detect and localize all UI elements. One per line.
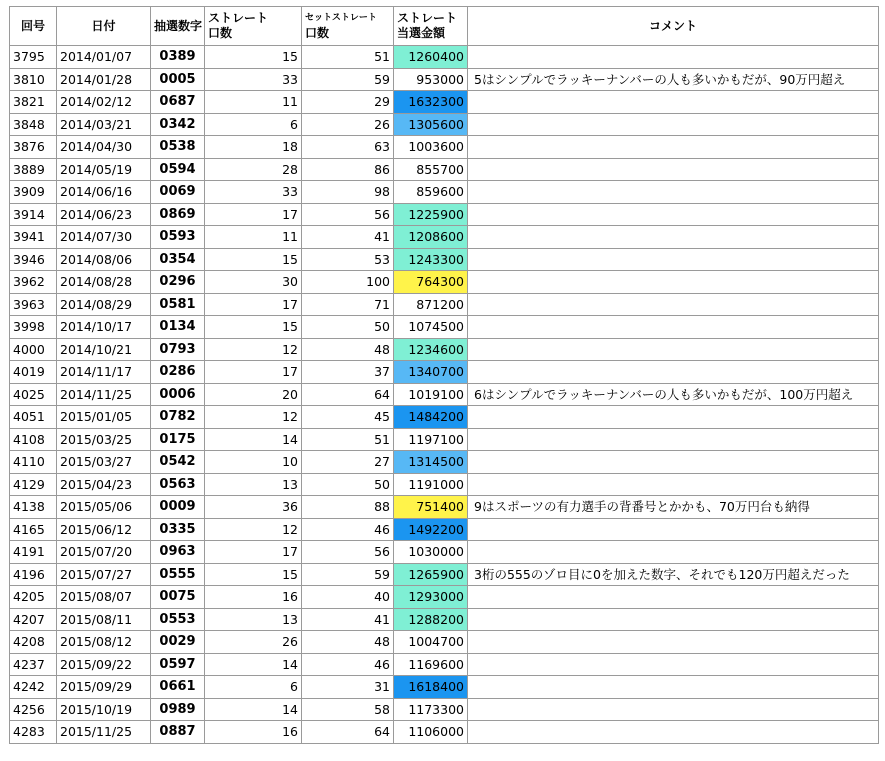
cell-straight-prize: 1030000 (394, 541, 468, 564)
table-row (10, 46, 879, 69)
table-row (10, 248, 879, 271)
cell-straight-count: 30 (205, 271, 302, 294)
cell-comment (468, 271, 879, 294)
cell-straight-prize: 1106000 (394, 721, 468, 744)
header-date: 日付 (57, 7, 151, 46)
cell-number: 0553 (151, 608, 205, 631)
table-row (10, 451, 879, 474)
cell-round: 3909 (10, 181, 57, 204)
cell-straight-prize: 871200 (394, 293, 468, 316)
results-sheet (9, 6, 878, 744)
cell-set-straight-count: 98 (302, 181, 394, 204)
cell-round: 3962 (10, 271, 57, 294)
cell-straight-prize: 1225900 (394, 203, 468, 226)
cell-comment (468, 248, 879, 271)
cell-round: 3889 (10, 158, 57, 181)
cell-comment (468, 451, 879, 474)
table-row (10, 631, 879, 654)
table-row (10, 608, 879, 631)
cell-straight-prize: 1632300 (394, 91, 468, 114)
table-row (10, 473, 879, 496)
cell-set-straight-count: 63 (302, 136, 394, 159)
header-straight-prize (394, 7, 468, 46)
cell-round: 3941 (10, 226, 57, 249)
cell-number: 0661 (151, 676, 205, 699)
cell-number: 0963 (151, 541, 205, 564)
cell-round: 4000 (10, 338, 57, 361)
table-row (10, 428, 879, 451)
cell-straight-count: 33 (205, 181, 302, 204)
cell-set-straight-count: 50 (302, 316, 394, 339)
cell-number: 0354 (151, 248, 205, 271)
cell-straight-count: 12 (205, 338, 302, 361)
cell-set-straight-count: 48 (302, 338, 394, 361)
table-row (10, 721, 879, 744)
cell-date: 2015/07/27 (57, 563, 151, 586)
cell-straight-prize: 1288200 (394, 608, 468, 631)
cell-comment (468, 428, 879, 451)
table-row (10, 136, 879, 159)
header-straight-count-line2: 口数 (208, 26, 233, 40)
cell-number: 0335 (151, 518, 205, 541)
cell-straight-prize: 1019100 (394, 383, 468, 406)
cell-straight-count: 17 (205, 203, 302, 226)
cell-number: 0989 (151, 698, 205, 721)
header-straight-prize-line1: ストレート (397, 11, 458, 25)
cell-round: 4138 (10, 496, 57, 519)
cell-straight-count: 13 (205, 473, 302, 496)
cell-number: 0389 (151, 46, 205, 69)
cell-set-straight-count: 53 (302, 248, 394, 271)
cell-round: 4129 (10, 473, 57, 496)
cell-comment (468, 586, 879, 609)
cell-round: 3963 (10, 293, 57, 316)
cell-comment (468, 46, 879, 69)
cell-comment (468, 406, 879, 429)
table-row (10, 338, 879, 361)
cell-comment (468, 293, 879, 316)
cell-date: 2014/04/30 (57, 136, 151, 159)
cell-number: 0793 (151, 338, 205, 361)
cell-set-straight-count: 50 (302, 473, 394, 496)
cell-comment (468, 631, 879, 654)
cell-date: 2015/09/22 (57, 653, 151, 676)
cell-round: 4205 (10, 586, 57, 609)
cell-set-straight-count: 40 (302, 586, 394, 609)
cell-number: 0175 (151, 428, 205, 451)
cell-round: 3848 (10, 113, 57, 136)
table-row (10, 518, 879, 541)
cell-number: 0555 (151, 563, 205, 586)
cell-date: 2014/06/23 (57, 203, 151, 226)
cell-set-straight-count: 64 (302, 721, 394, 744)
table-row (10, 203, 879, 226)
cell-set-straight-count: 31 (302, 676, 394, 699)
cell-comment (468, 698, 879, 721)
cell-straight-prize: 1197100 (394, 428, 468, 451)
cell-straight-prize: 1484200 (394, 406, 468, 429)
cell-date: 2014/05/19 (57, 158, 151, 181)
cell-straight-count: 18 (205, 136, 302, 159)
cell-straight-count: 14 (205, 698, 302, 721)
cell-number: 0782 (151, 406, 205, 429)
cell-comment (468, 226, 879, 249)
cell-set-straight-count: 58 (302, 698, 394, 721)
header-straight-count (205, 7, 302, 46)
cell-comment (468, 316, 879, 339)
cell-straight-prize: 751400 (394, 496, 468, 519)
cell-round: 4108 (10, 428, 57, 451)
cell-comment (468, 113, 879, 136)
cell-round: 4208 (10, 631, 57, 654)
cell-straight-prize: 855700 (394, 158, 468, 181)
header-set-straight-count (302, 7, 394, 46)
table-body (10, 46, 879, 744)
cell-round: 3876 (10, 136, 57, 159)
header-set-straight-count-line1: セットストレート (305, 13, 377, 23)
cell-number: 0563 (151, 473, 205, 496)
cell-date: 2015/07/20 (57, 541, 151, 564)
cell-comment (468, 676, 879, 699)
table-row (10, 586, 879, 609)
cell-round: 4207 (10, 608, 57, 631)
cell-straight-count: 10 (205, 451, 302, 474)
table-row (10, 653, 879, 676)
cell-set-straight-count: 45 (302, 406, 394, 429)
cell-date: 2015/08/12 (57, 631, 151, 654)
cell-round: 3795 (10, 46, 57, 69)
cell-comment: 5はシンプルでラッキーナンバーの人も多いかもだが、90万円超え (468, 68, 879, 91)
cell-straight-count: 6 (205, 676, 302, 699)
cell-straight-count: 12 (205, 406, 302, 429)
cell-straight-count: 33 (205, 68, 302, 91)
cell-straight-prize: 1074500 (394, 316, 468, 339)
cell-straight-count: 20 (205, 383, 302, 406)
table-row (10, 383, 879, 406)
cell-set-straight-count: 29 (302, 91, 394, 114)
cell-comment (468, 473, 879, 496)
cell-straight-prize: 1004700 (394, 631, 468, 654)
cell-date: 2014/10/21 (57, 338, 151, 361)
header-straight-prize-line2: 当選金額 (397, 26, 446, 40)
cell-straight-prize: 1191000 (394, 473, 468, 496)
cell-round: 4165 (10, 518, 57, 541)
table-row (10, 698, 879, 721)
cell-straight-count: 13 (205, 608, 302, 631)
cell-straight-prize: 1293000 (394, 586, 468, 609)
cell-straight-count: 16 (205, 586, 302, 609)
cell-straight-count: 26 (205, 631, 302, 654)
table-row (10, 113, 879, 136)
cell-straight-prize: 1260400 (394, 46, 468, 69)
cell-round: 4196 (10, 563, 57, 586)
cell-straight-prize: 1208600 (394, 226, 468, 249)
table-row (10, 158, 879, 181)
cell-set-straight-count: 37 (302, 361, 394, 384)
cell-set-straight-count: 56 (302, 203, 394, 226)
cell-straight-prize: 1234600 (394, 338, 468, 361)
header-set-straight-count-line2: 口数 (305, 26, 330, 40)
table-row (10, 91, 879, 114)
cell-straight-prize: 859600 (394, 181, 468, 204)
cell-set-straight-count: 41 (302, 226, 394, 249)
cell-date: 2014/07/30 (57, 226, 151, 249)
cell-comment (468, 181, 879, 204)
cell-set-straight-count: 59 (302, 563, 394, 586)
table-row (10, 676, 879, 699)
cell-round: 3810 (10, 68, 57, 91)
cell-set-straight-count: 51 (302, 46, 394, 69)
cell-date: 2014/01/28 (57, 68, 151, 91)
cell-round: 4242 (10, 676, 57, 699)
cell-number: 0581 (151, 293, 205, 316)
cell-number: 0887 (151, 721, 205, 744)
cell-set-straight-count: 100 (302, 271, 394, 294)
cell-straight-count: 17 (205, 293, 302, 316)
cell-straight-prize: 764300 (394, 271, 468, 294)
cell-straight-count: 15 (205, 563, 302, 586)
cell-number: 0006 (151, 383, 205, 406)
cell-date: 2015/10/19 (57, 698, 151, 721)
cell-number: 0069 (151, 181, 205, 204)
cell-straight-count: 12 (205, 518, 302, 541)
cell-comment: 9はスポーツの有力選手の背番号とかかも、70万円台も納得 (468, 496, 879, 519)
cell-comment (468, 518, 879, 541)
cell-comment: 6はシンプルでラッキーナンバーの人も多いかもだが、100万円超え (468, 383, 879, 406)
cell-number: 0594 (151, 158, 205, 181)
cell-comment (468, 608, 879, 631)
table-row (10, 496, 879, 519)
cell-date: 2014/08/06 (57, 248, 151, 271)
cell-set-straight-count: 64 (302, 383, 394, 406)
cell-straight-prize: 1618400 (394, 676, 468, 699)
cell-date: 2015/11/25 (57, 721, 151, 744)
cell-straight-prize: 1003600 (394, 136, 468, 159)
table-row (10, 181, 879, 204)
cell-straight-count: 17 (205, 541, 302, 564)
cell-round: 3821 (10, 91, 57, 114)
cell-straight-prize: 1265900 (394, 563, 468, 586)
cell-straight-prize: 1173300 (394, 698, 468, 721)
cell-straight-count: 14 (205, 653, 302, 676)
cell-number: 0009 (151, 496, 205, 519)
cell-date: 2015/03/27 (57, 451, 151, 474)
cell-straight-prize: 1340700 (394, 361, 468, 384)
cell-number: 0542 (151, 451, 205, 474)
cell-date: 2015/03/25 (57, 428, 151, 451)
cell-straight-count: 11 (205, 91, 302, 114)
cell-set-straight-count: 46 (302, 653, 394, 676)
table-row (10, 271, 879, 294)
cell-round: 4191 (10, 541, 57, 564)
cell-round: 3914 (10, 203, 57, 226)
cell-set-straight-count: 46 (302, 518, 394, 541)
cell-straight-count: 15 (205, 248, 302, 271)
cell-number: 0687 (151, 91, 205, 114)
cell-straight-count: 36 (205, 496, 302, 519)
table-row (10, 226, 879, 249)
cell-number: 0538 (151, 136, 205, 159)
cell-straight-count: 15 (205, 316, 302, 339)
cell-comment (468, 721, 879, 744)
cell-straight-count: 6 (205, 113, 302, 136)
cell-straight-prize: 1492200 (394, 518, 468, 541)
cell-number: 0869 (151, 203, 205, 226)
cell-number: 0005 (151, 68, 205, 91)
cell-date: 2014/08/29 (57, 293, 151, 316)
cell-comment (468, 136, 879, 159)
cell-round: 4256 (10, 698, 57, 721)
cell-date: 2014/11/17 (57, 361, 151, 384)
cell-comment (468, 361, 879, 384)
cell-date: 2015/06/12 (57, 518, 151, 541)
cell-date: 2015/08/11 (57, 608, 151, 631)
cell-number: 0075 (151, 586, 205, 609)
cell-comment: 3桁の555のゾロ目に0を加えた数字、それでも120万円超えだった (468, 563, 879, 586)
cell-set-straight-count: 26 (302, 113, 394, 136)
cell-straight-count: 14 (205, 428, 302, 451)
cell-round: 4025 (10, 383, 57, 406)
table-row (10, 293, 879, 316)
cell-round: 4019 (10, 361, 57, 384)
cell-comment (468, 203, 879, 226)
header-straight-count-line1: ストレート (208, 11, 269, 25)
cell-straight-count: 15 (205, 46, 302, 69)
cell-date: 2014/06/16 (57, 181, 151, 204)
cell-set-straight-count: 41 (302, 608, 394, 631)
header-comment: コメント (468, 7, 879, 46)
table-row (10, 316, 879, 339)
table-row (10, 68, 879, 91)
cell-round: 3998 (10, 316, 57, 339)
cell-set-straight-count: 59 (302, 68, 394, 91)
cell-round: 3946 (10, 248, 57, 271)
cell-straight-prize: 1169600 (394, 653, 468, 676)
cell-date: 2014/10/17 (57, 316, 151, 339)
cell-date: 2015/01/05 (57, 406, 151, 429)
table-row (10, 541, 879, 564)
cell-round: 4051 (10, 406, 57, 429)
cell-date: 2015/09/29 (57, 676, 151, 699)
cell-straight-count: 28 (205, 158, 302, 181)
cell-comment (468, 653, 879, 676)
cell-comment (468, 541, 879, 564)
cell-set-straight-count: 56 (302, 541, 394, 564)
cell-set-straight-count: 88 (302, 496, 394, 519)
cell-date: 2015/04/23 (57, 473, 151, 496)
table-row (10, 406, 879, 429)
cell-date: 2015/08/07 (57, 586, 151, 609)
cell-comment (468, 91, 879, 114)
cell-straight-count: 16 (205, 721, 302, 744)
table-header (10, 7, 879, 46)
cell-number: 0029 (151, 631, 205, 654)
table-row (10, 563, 879, 586)
cell-round: 4237 (10, 653, 57, 676)
cell-set-straight-count: 86 (302, 158, 394, 181)
cell-comment (468, 338, 879, 361)
cell-set-straight-count: 48 (302, 631, 394, 654)
header-number: 抽選数字 (151, 7, 205, 46)
cell-number: 0296 (151, 271, 205, 294)
cell-date: 2014/11/25 (57, 383, 151, 406)
cell-number: 0597 (151, 653, 205, 676)
cell-set-straight-count: 71 (302, 293, 394, 316)
results-table (9, 6, 879, 744)
cell-comment (468, 158, 879, 181)
header-round: 回号 (10, 7, 57, 46)
cell-set-straight-count: 51 (302, 428, 394, 451)
cell-number: 0134 (151, 316, 205, 339)
cell-straight-count: 11 (205, 226, 302, 249)
cell-straight-prize: 953000 (394, 68, 468, 91)
cell-date: 2015/05/06 (57, 496, 151, 519)
cell-round: 4283 (10, 721, 57, 744)
cell-set-straight-count: 27 (302, 451, 394, 474)
cell-number: 0286 (151, 361, 205, 384)
cell-date: 2014/01/07 (57, 46, 151, 69)
cell-date: 2014/02/12 (57, 91, 151, 114)
cell-straight-prize: 1305600 (394, 113, 468, 136)
cell-number: 0342 (151, 113, 205, 136)
cell-date: 2014/03/21 (57, 113, 151, 136)
header-row (10, 7, 879, 46)
table-row (10, 361, 879, 384)
cell-straight-count: 17 (205, 361, 302, 384)
cell-number: 0593 (151, 226, 205, 249)
cell-date: 2014/08/28 (57, 271, 151, 294)
cell-round: 4110 (10, 451, 57, 474)
cell-straight-prize: 1243300 (394, 248, 468, 271)
cell-straight-prize: 1314500 (394, 451, 468, 474)
